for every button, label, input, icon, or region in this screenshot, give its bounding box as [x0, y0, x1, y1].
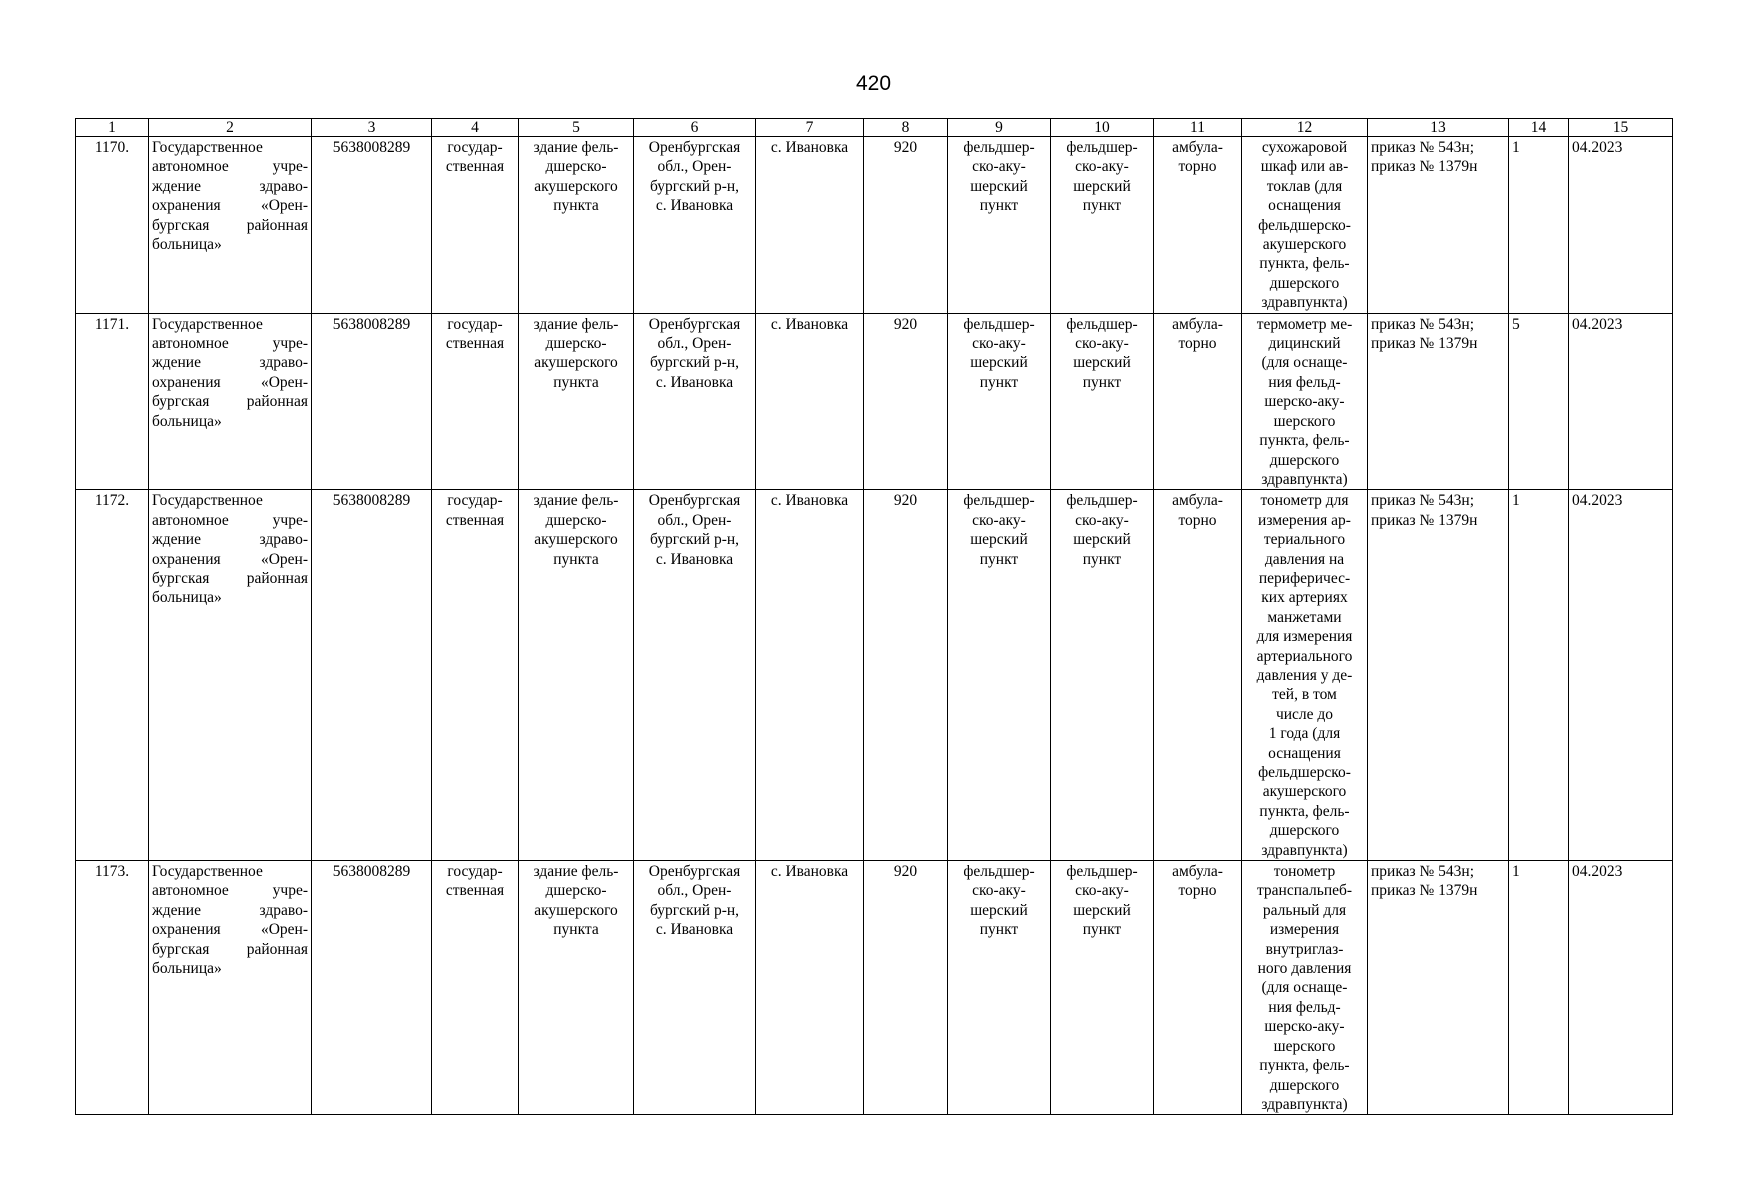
quantity-cell: 1	[1509, 490, 1569, 861]
column-number-cell: 3	[312, 119, 432, 137]
orders-cell: приказ № 543н; приказ № 1379н	[1368, 313, 1509, 490]
care-form-cell: амбула- торно	[1154, 861, 1242, 1115]
building-cell: здание фель- дшерско- акушерского пункта	[519, 861, 634, 1115]
organization-name-line: бургская районная	[152, 216, 308, 234]
registry-table	[75, 118, 1673, 1115]
care-form-cell: амбула- торно	[1154, 137, 1242, 314]
organization-name-line: бургская районная	[152, 940, 308, 958]
unit-type-cell: фельдшер- ско-аку- шерский пункт	[1051, 490, 1154, 861]
inn-cell: 5638008289	[312, 861, 432, 1115]
organization-name-line: ждение здраво-	[152, 177, 308, 195]
date-cell: 04.2023	[1569, 313, 1673, 490]
orders-cell: приказ № 543н; приказ № 1379н	[1368, 861, 1509, 1115]
table-row	[76, 861, 1673, 1115]
orders-cell: приказ № 543н; приказ № 1379н	[1368, 490, 1509, 861]
ownership-form-cell: государ- ственная	[432, 861, 519, 1115]
address-cell: Оренбургская обл., Орен- бургский р-н, с. Ивановка	[634, 490, 756, 861]
organization-name-line: автономное учре-	[152, 882, 308, 900]
equipment-cell: тонометр для измерения ар- териального давления на периферичес- ких артериях манжетами для измерения артериального давления у де- тей, в том числе до 1 года (для оснащения фельдшерско- акушерского пункта, фель- дшерского здравпункта)	[1242, 490, 1368, 861]
record-number-cell: 1171.	[76, 313, 149, 490]
organization-name-cell	[149, 861, 312, 1115]
subdivision-cell: фельдшер- ско-аку- шерский пункт	[948, 313, 1051, 490]
organization-name-line: больница»	[152, 412, 222, 430]
page-number: 420	[855, 72, 892, 95]
column-number-cell: 7	[756, 119, 864, 137]
column-number-cell: 12	[1242, 119, 1368, 137]
ownership-form-cell: государ- ственная	[432, 490, 519, 861]
column-number-cell: 4	[432, 119, 519, 137]
organization-name-cell	[149, 137, 312, 314]
care-form-cell: амбула- торно	[1154, 490, 1242, 861]
date-cell: 04.2023	[1569, 861, 1673, 1115]
organization-name-line: ждение здраво-	[152, 901, 308, 919]
record-number-cell: 1173.	[76, 861, 149, 1115]
organization-name-line: бургская районная	[152, 569, 308, 587]
organization-name-line: больница»	[152, 960, 222, 978]
quantity-cell: 5	[1509, 313, 1569, 490]
organization-name-line: ждение здраво-	[152, 354, 308, 372]
ownership-form-cell: государ- ственная	[432, 313, 519, 490]
organization-name-cell	[149, 313, 312, 490]
organization-name-cell	[149, 490, 312, 861]
organization-name-line: автономное учре-	[152, 335, 308, 353]
settlement-cell: с. Ивановка	[756, 313, 864, 490]
organization-name-line: Государственное	[152, 863, 263, 881]
column-number-cell: 8	[864, 119, 948, 137]
subdivision-cell: фельдшер- ско-аку- шерский пункт	[948, 490, 1051, 861]
organization-name-line: Государственное	[152, 139, 263, 156]
table-row	[76, 490, 1673, 861]
record-number-cell: 1170.	[76, 137, 149, 314]
date-cell: 04.2023	[1569, 490, 1673, 861]
settlement-cell: с. Ивановка	[756, 861, 864, 1115]
ownership-form-cell: государ- ственная	[432, 137, 519, 314]
column-number-cell: 11	[1154, 119, 1242, 137]
equipment-cell: сухожаровой шкаф или ав- токлав (для оснащения фельдшерско- акушерского пункта, фель- дшерского здравпункта)	[1242, 137, 1368, 314]
subdivision-cell: фельдшер- ско-аку- шерский пункт	[948, 137, 1051, 314]
organization-name-line: больница»	[152, 589, 222, 607]
organization-name-line: Государственное	[152, 492, 263, 510]
table-row	[76, 313, 1673, 490]
column-number-cell: 14	[1509, 119, 1569, 137]
building-cell: здание фель- дшерско- акушерского пункта	[519, 490, 634, 861]
record-number-cell: 1172.	[76, 490, 149, 861]
organization-name-line: охранения «Орен-	[152, 550, 308, 568]
care-form-cell: амбула- торно	[1154, 313, 1242, 490]
column-number-cell: 5	[519, 119, 634, 137]
organization-name-line: автономное учре-	[152, 158, 308, 176]
column-number-cell: 13	[1368, 119, 1509, 137]
organization-name-line: Государственное	[152, 315, 263, 333]
quantity-cell: 1	[1509, 137, 1569, 314]
unit-type-cell: фельдшер- ско-аку- шерский пункт	[1051, 861, 1154, 1115]
code-cell: 920	[864, 137, 948, 314]
settlement-cell: с. Ивановка	[756, 137, 864, 314]
column-number-row	[76, 119, 1673, 137]
table-row	[76, 137, 1673, 314]
inn-cell: 5638008289	[312, 313, 432, 490]
code-cell: 920	[864, 861, 948, 1115]
orders-cell: приказ № 543н; приказ № 1379н	[1368, 137, 1509, 314]
inn-cell: 5638008289	[312, 490, 432, 861]
organization-name-line: автономное учре-	[152, 511, 308, 529]
column-number-cell: 10	[1051, 119, 1154, 137]
address-cell: Оренбургская обл., Орен- бургский р-н, с. Ивановка	[634, 861, 756, 1115]
address-cell: Оренбургская обл., Орен- бургский р-н, с. Ивановка	[634, 313, 756, 490]
building-cell: здание фель- дшерско- акушерского пункта	[519, 137, 634, 314]
organization-name-line: охранения «Орен-	[152, 197, 308, 215]
building-cell: здание фель- дшерско- акушерского пункта	[519, 313, 634, 490]
column-number-cell: 6	[634, 119, 756, 137]
date-cell: 04.2023	[1569, 137, 1673, 314]
address-cell: Оренбургская обл., Орен- бургский р-н, с. Ивановка	[634, 137, 756, 314]
settlement-cell: с. Ивановка	[756, 490, 864, 861]
column-number-cell: 2	[149, 119, 312, 137]
unit-type-cell: фельдшер- ско-аку- шерский пункт	[1051, 313, 1154, 490]
organization-name-line: охранения «Орен-	[152, 373, 308, 391]
column-number-cell: 9	[948, 119, 1051, 137]
organization-name-line: ждение здраво-	[152, 531, 308, 549]
equipment-cell: термометр ме- дицинский (для оснаще- ния фельд- шерско-аку- шерского пункта, фель- дшерского здравпункта)	[1242, 313, 1368, 490]
organization-name-line: охранения «Орен-	[152, 921, 308, 939]
quantity-cell: 1	[1509, 861, 1569, 1115]
organization-name-line: бургская районная	[152, 393, 308, 411]
unit-type-cell: фельдшер- ско-аку- шерский пункт	[1051, 137, 1154, 314]
subdivision-cell: фельдшер- ско-аку- шерский пункт	[948, 861, 1051, 1115]
column-number-cell: 15	[1569, 119, 1673, 137]
code-cell: 920	[864, 490, 948, 861]
organization-name-line: больница»	[152, 236, 222, 254]
column-number-cell: 1	[76, 119, 149, 137]
inn-cell: 5638008289	[312, 137, 432, 314]
equipment-cell: тонометр транспальпеб- ральный для измерения внутриглаз- ного давления (для оснаще- ния фельд- шерско-аку- шерского пункта, фель- дшерского здравпункта)	[1242, 861, 1368, 1115]
code-cell: 920	[864, 313, 948, 490]
